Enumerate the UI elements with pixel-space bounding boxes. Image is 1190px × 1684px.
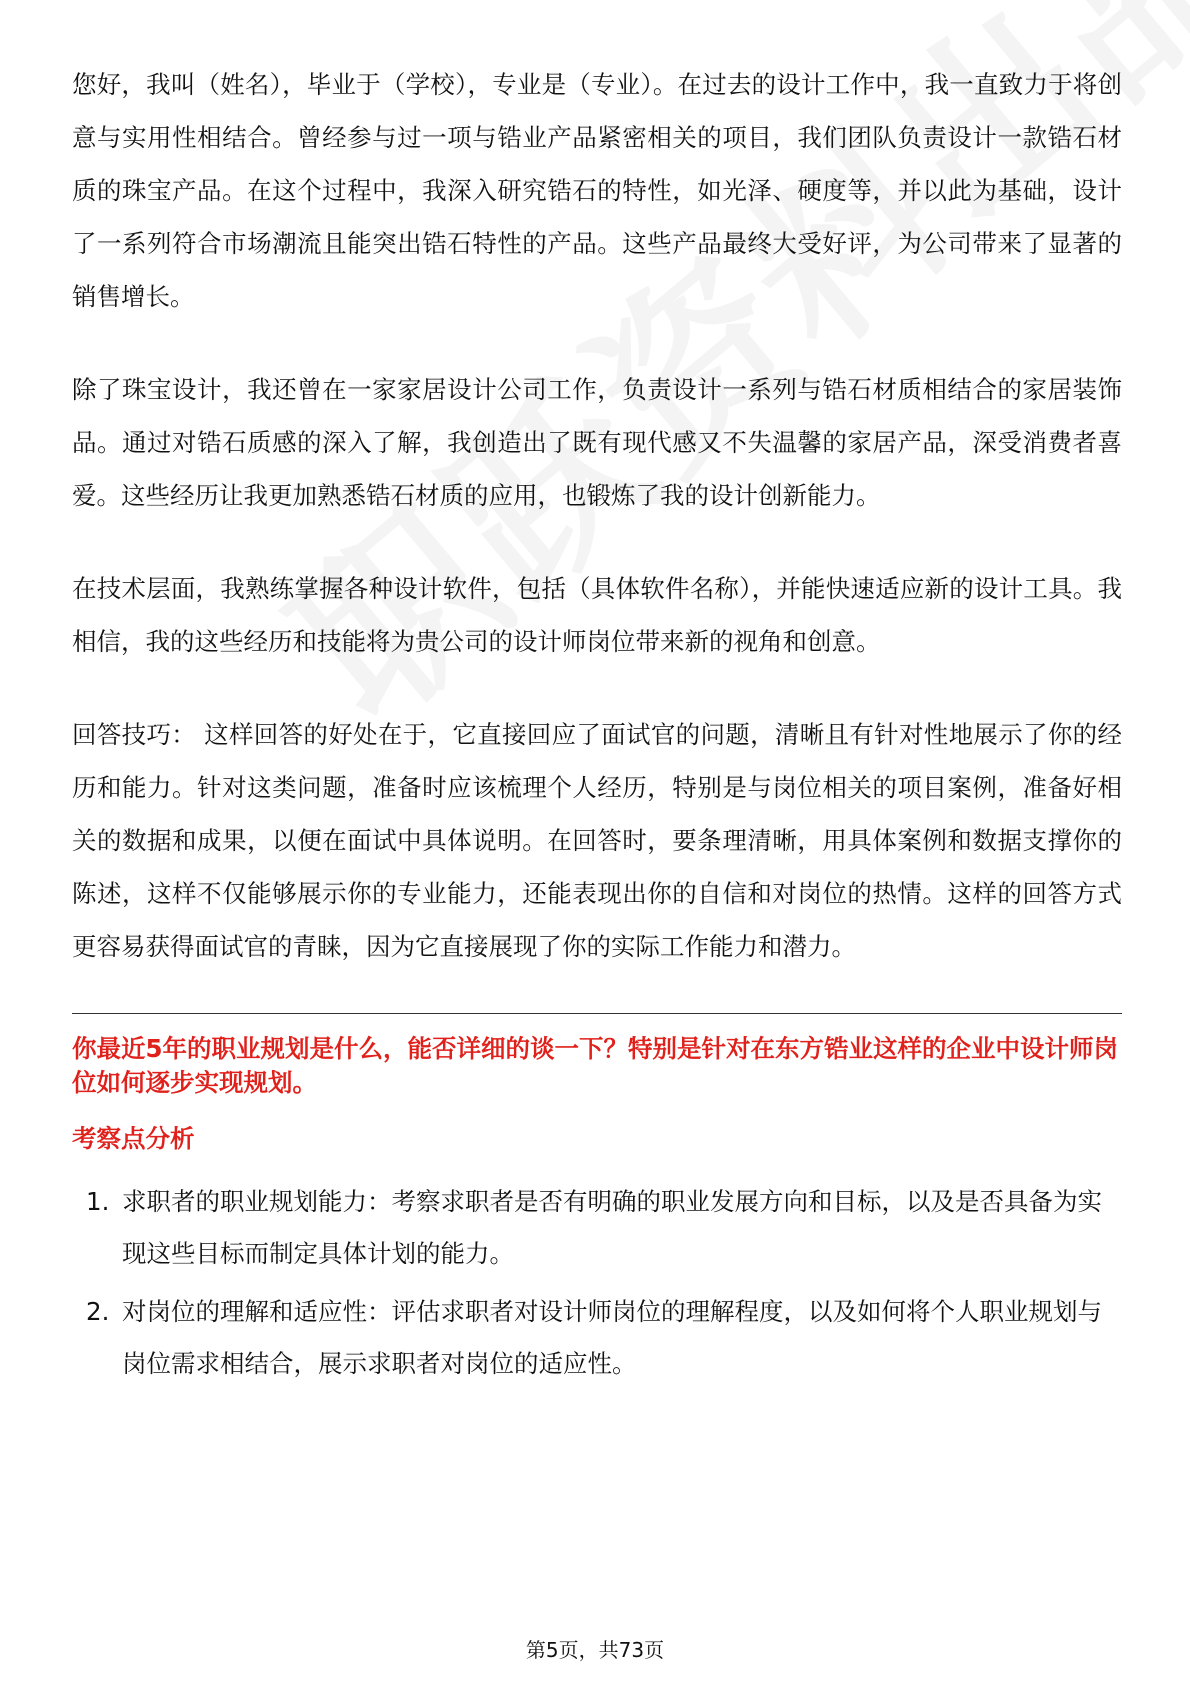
interview-question: 你最近5年的职业规划是什么，能否详细的谈一下？特别是针对在东方锆业这样的企业中设计师岗位如何逐步实现规划。: [72, 1034, 1119, 1097]
list-item: [72, 1176, 1122, 1280]
paragraph-technical: 在技术层面，我熟练掌握各种设计软件，包括（具体软件名称），并能快速适应新的设计工具。我相信，我的这些经历和技能将为贵公司的设计师岗位带来新的视角和创意。: [72, 574, 1122, 656]
list-item: [72, 1286, 1122, 1390]
analysis-points: [72, 1176, 1122, 1390]
list-text: 对岗位的理解和适应性：评估求职者对设计师岗位的理解程度，以及如何将个人职业规划与岗位需求相结合，展示求职者对岗位的适应性。: [122, 1297, 1102, 1378]
page-number: 第5页，共73页: [525, 1638, 665, 1662]
paragraph-intro: 您好，我叫（姓名），毕业于（学校），专业是（专业）。在过去的设计工作中，我一直致力于将创意与实用性相结合。曾经参与过一项与锆业产品紧密相关的项目，我们团队负责设计一款锆石材质的珠宝产品。在这个过程中，我深入研究锆石的特性，如光泽、硬度等，并以此为基础，设计了一系列符合市场潮流且能突出锆石特性的产品。这些产品最终大受好评，为公司带来了显著的销售增长。: [72, 70, 1122, 311]
section-divider: [72, 1013, 1122, 1014]
document-body: [72, 58, 1122, 1396]
section-title: 考察点分析: [72, 1124, 195, 1153]
list-number: 1.: [86, 1187, 110, 1216]
answer-tip: 回答技巧： 这样回答的好处在于，它直接回应了面试官的问题，清晰且有针对性地展示了你的经历和能力。针对这类问题，准备时应该梳理个人经历，特别是与岗位相关的项目案例，准备好相关的数据和成果，以便在面试中具体说明。在回答时，要条理清晰，用具体案例和数据支撑你的陈述，这样不仅能够展示你的专业能力，还能表现出你的自信和对岗位的热情。这样的回答方式更容易获得面试官的青睐，因为它直接展现了你的实际工作能力和潜力。: [72, 720, 1122, 961]
list-number: 2.: [86, 1297, 110, 1326]
list-text: 求职者的职业规划能力：考察求职者是否有明确的职业发展方向和目标，以及是否具备为实现这些目标而制定具体计划的能力。: [122, 1187, 1102, 1268]
paragraph-home-design: 除了珠宝设计，我还曾在一家家居设计公司工作，负责设计一系列与锆石材质相结合的家居装饰品。通过对锆石质感的深入了解，我创造出了既有现代感又不失温馨的家居产品，深受消费者喜爱。这些经历让我更加熟悉锆石材质的应用，也锻炼了我的设计创新能力。: [72, 375, 1122, 510]
